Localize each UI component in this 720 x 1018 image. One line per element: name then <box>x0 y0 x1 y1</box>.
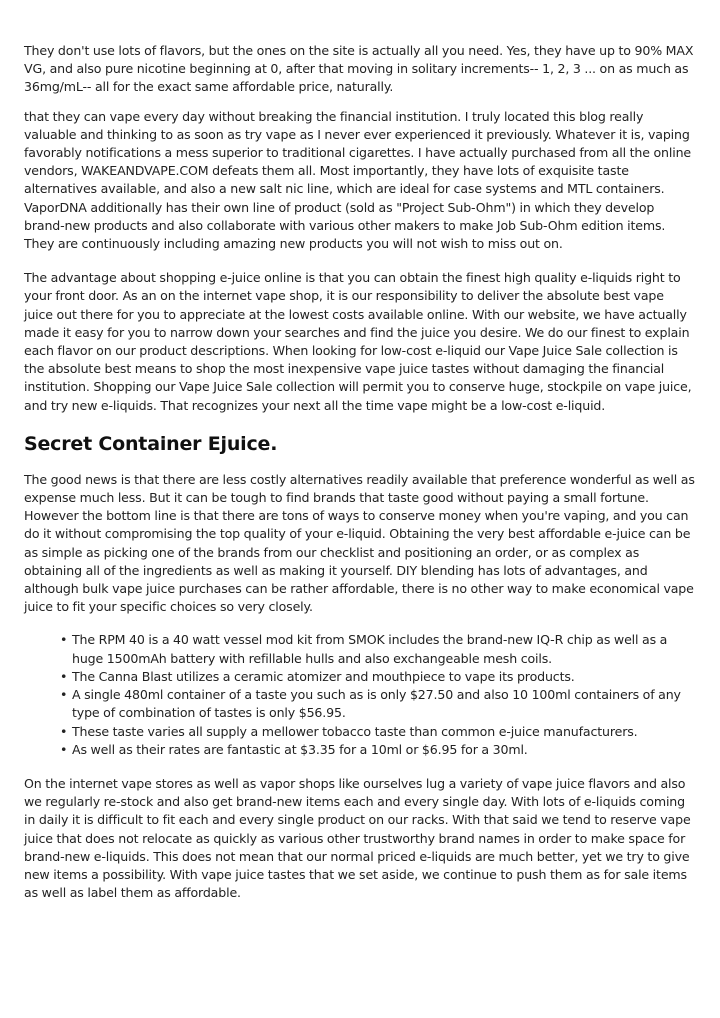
bullet-list <box>24 631 696 758</box>
paragraph-vape-stores: On the internet vape stores as well as vapor shops like ourselves lug a variety of vape juice flavors and also we regularly re-stock and also get brand-new items each and every single day. With lots of e-liquids coming in daily it is difficult to fit each and every single product on our racks. With that said we tend to reserve vape juice that does not relocate as quickly as various other trustworthy brand names in order to make space for brand-new e-liquids. This does not mean that our normal priced e-liquids are much better, yet we try to give new items a possibility. With vape juice tastes that we set aside, we continue to push them as for sale items as well as label them as affordable. <box>24 775 691 901</box>
paragraph-vendors: that they can vape every day without breaking the financial institution. I truly located this blog really valuable and thinking to as soon as try vape as I never ever experienced it previously. Whatever it is, vaping favorably notifications a mess superior to traditional cigarettes. I have actually purchased from all the online vendors, WAKEANDVAPE.COM defeats them all. Most importantly, they have lots of exquisite taste alternatives available, and also a new salt nic line, which are ideal for case systems and MTL containers. VaporDNA additionally has their own line of product (sold as "Project Sub-Ohm") in which they develop brand-new products and also collaborate with various other makers to make Job Sub-Ohm edition items. They are continuously including amazing new products you will not wish to miss out on. <box>24 108 692 252</box>
article-body <box>24 42 696 902</box>
section-heading: Secret Container Ejuice. <box>24 432 278 455</box>
list-item: • These taste varies all supply a mellower tobacco taste than common e-juice manufacturers. <box>72 723 696 741</box>
paragraph-shopping-online: The advantage about shopping e-juice online is that you can obtain the finest high quality e-liquids right to your front door. As an on the internet vape shop, it is our responsibility to deliver the absolute best vape juice out there for you to appreciate at the lowest costs available online. With our website, we have actually made it easy for you to narrow down your searches and find the juice you desire. We do our finest to explain each flavor on our product descriptions. When looking for low-cost e-liquid our Vape Juice Sale collection is the absolute best means to shop the most inexpensive vape juice tastes without damaging the financial institution. Shopping our Vape Juice Sale collection will permit you to conserve huge, stockpile on vape juice, and try new e-liquids. That recognizes your next all the time vape might be a low-cost e-liquid. <box>24 270 692 413</box>
list-item: • The RPM 40 is a 40 watt vessel mod kit from SMOK includes the brand-new IQ-R chip as well as a huge 1500mAh battery with refillable hulls and also exchangeable mesh coils. <box>72 631 696 667</box>
paragraph-good-news: The good news is that there are less costly alternatives readily available that preference wonderful as well as expense much less. But it can be tough to find brands that taste good without paying a small fortune. However the bottom line is that there are tons of ways to conserve money when you're vaping, and you can do it without compromising the top quality of your e-liquid. Obtaining the very best affordable e-juice can be as simple as picking one of the brands from our checklist and positioning an order, or as complex as obtaining all of the ingredients as well as making it yourself. DIY blending has lots of advantages, and although bulk vape juice purchases can be rather affordable, there is no other way to make economical vape juice to fit your specific choices so very closely. <box>24 471 695 615</box>
list-item: • A single 480ml container of a taste you such as is only $27.50 and also 10 100ml containers of any type of combination of tastes is only $56.95. <box>72 686 696 722</box>
list-item: • The Canna Blast utilizes a ceramic atomizer and mouthpiece to vape its products. <box>72 668 696 686</box>
list-item: • As well as their rates are fantastic at $3.35 for a 10ml or $6.95 for a 30ml. <box>72 741 696 759</box>
paragraph-intro: They don't use lots of flavors, but the ones on the site is actually all you need. Yes, they have up to 90% MAX VG, and also pure nicotine beginning at 0, after that moving in solitary increments-- 1, 2, 3 ... on as much as 36mg/mL-- all for the exact same affordable price, naturally. <box>24 43 694 95</box>
